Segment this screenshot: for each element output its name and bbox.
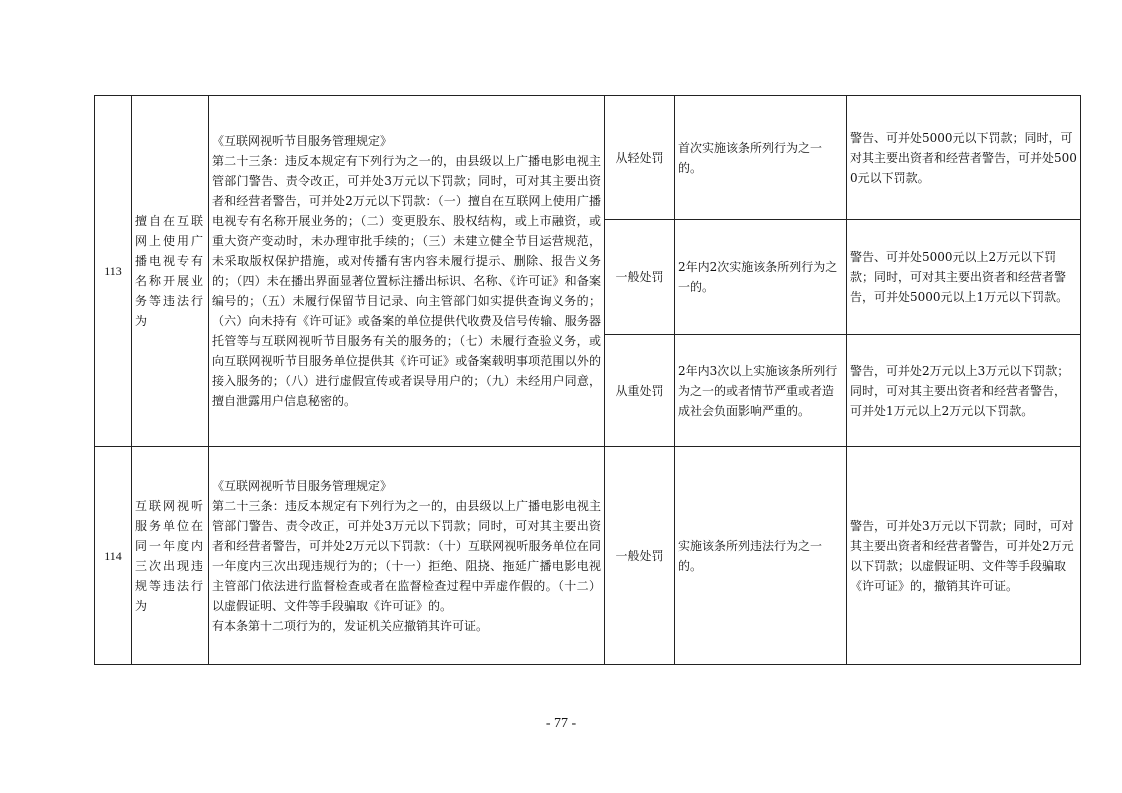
violation-behavior: 互联网视听服务单位在同一年度内三次出现违规等违法行为 — [132, 447, 209, 665]
basis-title: 《互联网视听节目服务管理规定》 — [212, 134, 393, 148]
table-row — [95, 447, 1081, 665]
penalty-condition: 2年内3次以上实施该条所列行为之一的或者情节严重或者造成社会负面影响严重的。 — [675, 335, 847, 447]
penalty-standard: 警告、可并处5000元以上2万元以下罚款；同时，可对其主要出资者和经营者警告，可并处5000元以上1万元以下罚款。 — [847, 220, 1081, 335]
item-number: 114 — [95, 447, 132, 665]
basis-title: 《互联网视听节目服务管理规定》 — [212, 478, 393, 493]
violation-behavior: 擅自在互联网上使用广播电视专有名称开展业务等违法行为 — [132, 96, 209, 447]
table-row — [95, 96, 1081, 220]
penalty-level: 一般处罚 — [605, 447, 675, 665]
basis-note: 有本条第十二项行为的，发证机关应撤销其许可证。 — [212, 618, 489, 633]
legal-basis — [209, 96, 605, 447]
page-number: - 77 - — [545, 716, 577, 731]
penalty-standard: 警告，可并处2万元以上3万元以下罚款；同时，可对其主要出资者和经营者警告，可并处1万元以上2万元以下罚款。 — [847, 335, 1081, 447]
penalty-condition: 实施该条所列违法行为之一的。 — [675, 447, 847, 665]
penalty-condition: 首次实施该条所列行为之一的。 — [675, 96, 847, 220]
penalty-standard: 警告、可并处5000元以下罚款；同时，可对其主要出资者和经营者警告，可并处5000元以下罚款。 — [847, 96, 1081, 220]
penalty-standard-table — [94, 95, 1081, 665]
penalty-level: 从重处罚 — [605, 335, 675, 447]
basis-text: 第二十三条：违反本规定有下列行为之一的，由县级以上广播电影电视主管部门警告、责令改正，可并处3万元以下罚款；同时，可对其主要出资者和经营者警告，可并处2万元以下罚款：（十）互联网视听服务单位在同一年度内三次出现违规行为的；（十一）拒绝、阻挠、拖延广播电影电视主管部门依法进行监督检查或者在监督检查过程中弄虚作假的。（十二）以虚假证明、文件等手段骗取《许可证》的。 — [212, 498, 601, 613]
legal-basis — [209, 447, 605, 665]
penalty-level: 从轻处罚 — [605, 96, 675, 220]
item-number: 113 — [95, 96, 132, 447]
basis-text: 第二十三条：违反本规定有下列行为之一的，由县级以上广播电影电视主管部门警告、责令改正，可并处3万元以下罚款；同时，可对其主要出资者和经营者警告，可并处2万元以下罚款：（一）擅自在互联网上使用广播电视专有名称开展业务的；（二）变更股东、股权结构，或上市融资，或重大资产变动时，未办理审批手续的；（三）未建立健全节目运营规范，未采取版权保护措施，或对传播有害内容未履行提示、删除、报告义务的；（四）未在播出界面显著位置标注播出标识、名称、《许可证》和备案编号的；（五）未履行保留节目记录、向主管部门如实提供查询义务的；（六）向未持有《许可证》或备案的单位提供代收费及信号传输、服务器托管等与互联网视听节目服务有关的服务的；（七）未履行查验义务，或向互联网视听节目服务单位提供其《许可证》或备案载明事项范围以外的接入服务的；（八）进行虚假宣传或者误导用户的；（九）未经用户同意，擅自泄露用户信息秘密的。 — [212, 154, 601, 408]
penalty-level: 一般处罚 — [605, 220, 675, 335]
penalty-condition: 2年内2次实施该条所列行为之一的。 — [675, 220, 847, 335]
penalty-standard: 警告，可并处3万元以下罚款；同时，可对其主要出资者和经营者警告，可并处2万元以下罚款；以虚假证明、文件等手段骗取《许可证》的，撤销其许可证。 — [847, 447, 1081, 665]
